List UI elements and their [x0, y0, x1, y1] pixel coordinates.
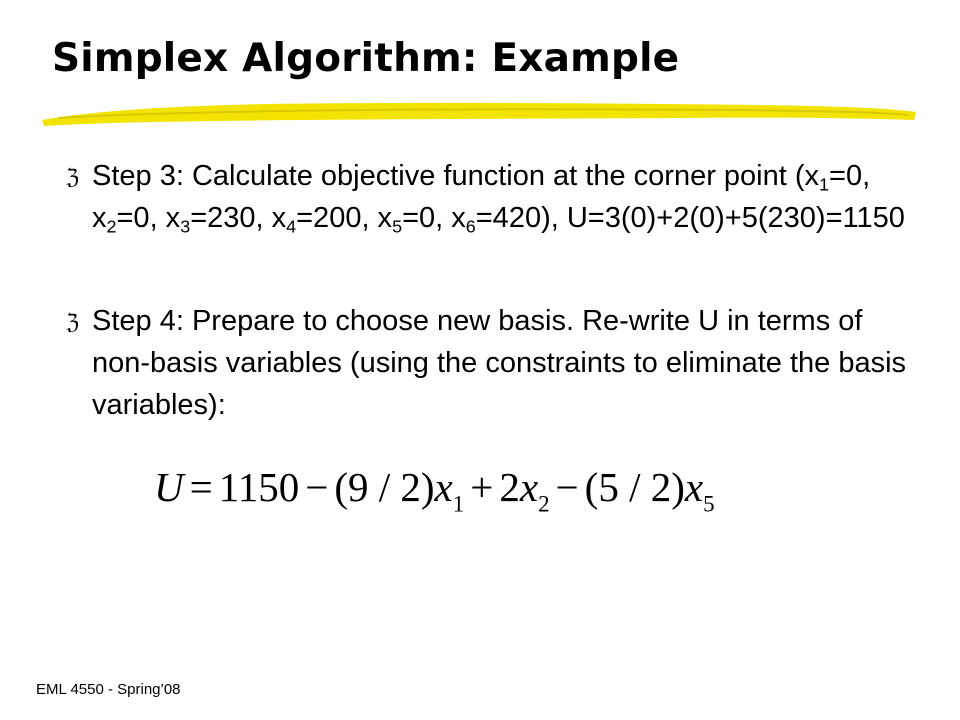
- z-bullet-icon: ℨ: [66, 310, 79, 334]
- z-bullet-icon: ℨ: [66, 165, 79, 189]
- objective-equation: $U = 1150 - (9 / 2)x_1 + 2x_2 - (5 / 2)x_5$: [154, 464, 715, 517]
- slide-title: Simplex Algorithm: Example: [52, 36, 680, 81]
- bullet-step-3: [66, 155, 916, 239]
- step-4-text: Step 4: Prepare to choose new basis. Re-write U in terms of non-basis variables (using the constraints to eliminate the basis variables):: [92, 305, 907, 421]
- title-underline-brush: [38, 96, 918, 130]
- slide-footer: EML 4550 - Spring’08: [36, 681, 181, 698]
- bullet-step-4: [66, 300, 916, 426]
- step-3-text: Step 3: Calculate objective function at the corner point ($x_1=0$, $x_2=0$, $x_3=230$, $x_4=200$, $x_5=0$, $x_6=420$), U=3(0)+2(0)+5(230)=1150: [92, 160, 905, 237]
